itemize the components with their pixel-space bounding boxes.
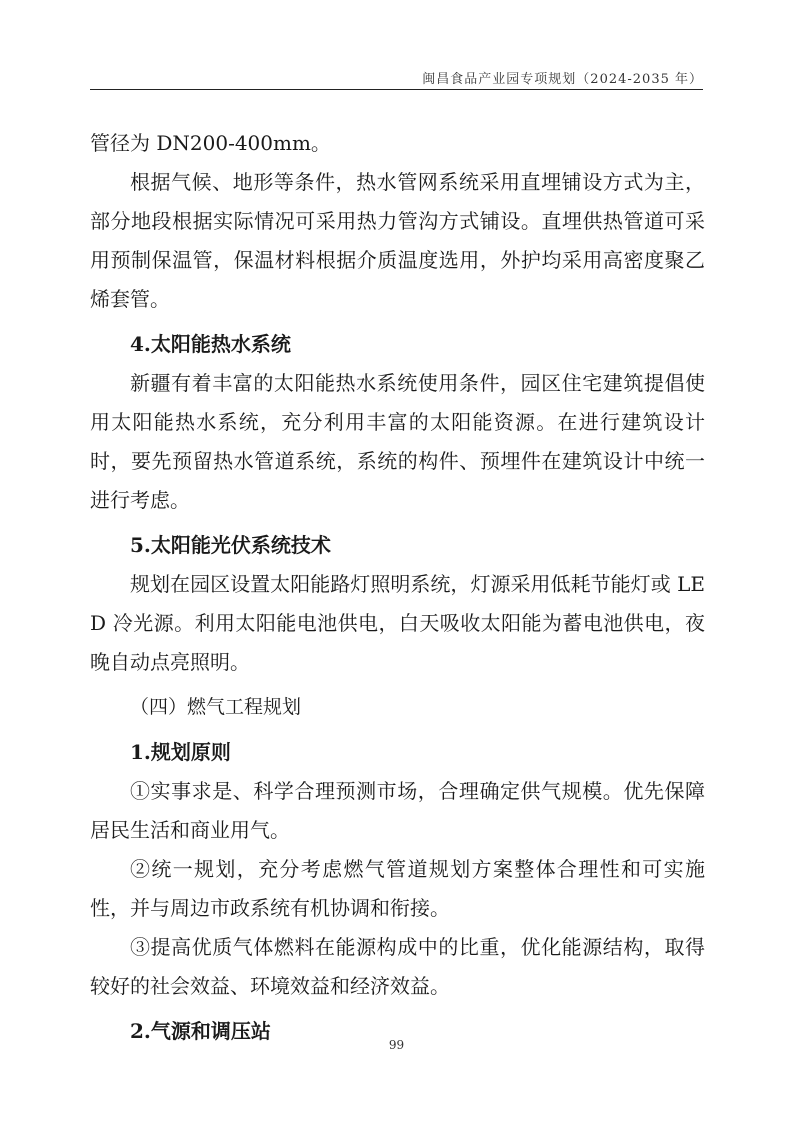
paragraph-principle-2: ②统一规划，充分考虑燃气管道规划方案整体合理性和可实施性，并与周边市政系统有机协调和衔接。 (90, 857, 705, 920)
heading-solar-pv: 5.太阳能光伏系统技术 (130, 533, 331, 557)
paragraph-pipe-diameter: 管径为 DN200-400mm。 (90, 131, 331, 155)
paragraph-principle-1: ①实事求是、科学合理预测市场，合理确定供气规模。优先保障居民生活和商业用气。 (90, 779, 705, 842)
header-rule (90, 89, 703, 90)
heading-planning-principles: 1.规划原则 (130, 740, 231, 764)
page-number: 99 (388, 1038, 405, 1052)
paragraph-solar-pv: 规划在园区设置太阳能路灯照明系统，灯源采用低耗节能灯或 LED 冷光源。利用太阳能电池供电，白天吸收太阳能为蓄电池供电，夜晚自动点亮照明。 (90, 572, 705, 674)
section-heading-gas-planning: （四）燃气工程规划 (130, 696, 302, 718)
page-header (90, 62, 703, 90)
heading-gas-source: 2.气源和调压站 (130, 1019, 271, 1043)
paragraph-solar-hot-water: 新疆有着丰富的太阳能热水系统使用条件，园区住宅建筑提倡使用太阳能热水系统，充分利用丰富的太阳能资源。在进行建筑设计时，要先预留热水管道系统，系统的构件、预埋件在建筑设计中统一进行考虑。 (90, 371, 705, 512)
header-title: 闽昌食品产业园专项规划（2024-2035 年） (422, 72, 703, 87)
paragraph-principle-3: ③提高优质气体燃料在能源构成中的比重，优化能源结构，取得较好的社会效益、环境效益和经济效益。 (90, 935, 705, 998)
paragraph-hot-water-network: 根据气候、地形等条件，热水管网系统采用直埋铺设方式为主，部分地段根据实际情况可采用热力管沟方式铺设。直埋供热管道可采用预制保温管，保温材料根据介质温度选用，外护均采用高密度聚乙烯套管。 (90, 170, 705, 311)
document-body (90, 124, 705, 1051)
heading-solar-hot-water: 4.太阳能热水系统 (130, 332, 291, 356)
